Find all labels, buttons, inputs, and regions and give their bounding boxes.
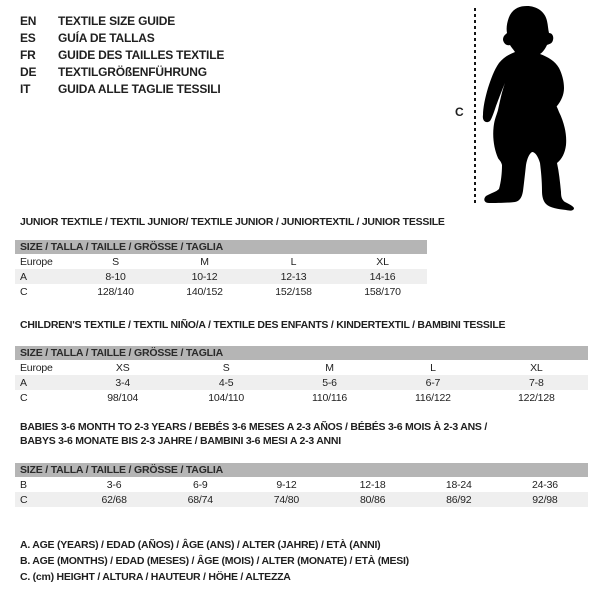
cell-value: M [325, 361, 334, 374]
language-row [20, 46, 224, 63]
table-row [15, 390, 588, 405]
cell-value: 6-7 [425, 376, 441, 389]
language-row [20, 29, 224, 46]
row-label: A [20, 270, 27, 283]
cell-value: 62/68 [101, 493, 127, 506]
size-table [15, 240, 427, 299]
row-label: C [20, 493, 28, 506]
height-measure-dashed-line [474, 8, 476, 206]
cell-value: 9-12 [276, 478, 297, 491]
row-label: B [20, 478, 27, 491]
row-label: Europe [20, 255, 53, 268]
cell-value: 68/74 [187, 493, 213, 506]
language-title: TEXTILGRÖßENFÜHRUNG [58, 64, 207, 79]
cell-value: 74/80 [273, 493, 300, 506]
cell-value: 152/158 [275, 285, 312, 298]
cell-value: M [200, 255, 209, 268]
cell-value: 3-6 [106, 478, 122, 491]
row-label: Europe [20, 361, 53, 374]
cell-value: 8-10 [105, 270, 126, 283]
cell-value: 10-12 [191, 270, 218, 283]
section-title-line: BABIES 3-6 MONTH TO 2-3 YEARS / BEBÉS 3-6 MESES A 2-3 AÑOS / BÉBÉS 3-6 MOIS À 2-3 ANS / [20, 421, 488, 433]
table-row [15, 477, 588, 492]
cell-value: 12-13 [280, 270, 307, 283]
section-title-line: JUNIOR TEXTILE / TEXTIL JUNIOR/ TEXTILE JUNIOR / JUNIORTEXTIL / JUNIOR TESSILE [20, 216, 445, 228]
footnotes [20, 537, 409, 585]
height-measure-label: C [455, 105, 464, 119]
cell-value: 4-5 [218, 376, 234, 389]
cell-value: S [112, 255, 119, 268]
cell-value: 92/98 [532, 493, 558, 506]
cell-value: 14-16 [369, 270, 396, 283]
section-title [15, 318, 588, 332]
language-code: FR [20, 47, 36, 62]
size-table-section [15, 215, 445, 298]
language-code: EN [20, 13, 37, 28]
footnote: A. AGE (YEARS) / EDAD (AÑOS) / ÂGE (ANS) / ALTER (JAHRE) / ETÀ (ANNI) [20, 539, 381, 551]
cell-value: XL [530, 361, 543, 374]
size-table [15, 463, 588, 507]
language-title: GUÍA DE TALLAS [58, 30, 155, 45]
footnote: C. (cm) HEIGHT / ALTURA / HAUTEUR / HÖHE / ALTEZZA [20, 571, 291, 583]
row-label: A [20, 376, 27, 389]
size-table-header: SIZE / TALLA / TAILLE / GRÖSSE / TAGLIA [15, 240, 427, 254]
cell-value: 86/92 [446, 493, 472, 506]
cell-value: 116/122 [415, 391, 451, 404]
language-row [20, 12, 224, 29]
cell-value: 158/170 [364, 285, 401, 298]
cell-value: 104/110 [208, 391, 244, 404]
language-header [20, 12, 224, 97]
section-title [15, 420, 588, 448]
size-table-section [15, 420, 588, 506]
section-title [15, 215, 445, 229]
cell-value: 5-6 [322, 376, 337, 389]
size-table-header: SIZE / TALLA / TAILLE / GRÖSSE / TAGLIA [15, 346, 588, 360]
language-code: IT [20, 81, 31, 96]
language-title: TEXTILE SIZE GUIDE [58, 13, 176, 28]
language-code: ES [20, 30, 36, 45]
language-code: DE [20, 64, 37, 79]
row-label: C [20, 391, 28, 404]
language-row [20, 63, 224, 80]
cell-value: 98/104 [107, 391, 139, 404]
cell-value: 3-4 [115, 376, 130, 389]
cell-value: L [430, 361, 436, 374]
cell-value: 128/140 [97, 285, 134, 298]
table-row [15, 492, 588, 507]
section-title-line: BABYS 3-6 MONATE BIS 2-3 JAHRE / BAMBINI 3-6 MESI A 2-3 ANNI [20, 435, 341, 447]
baby-silhouette-icon [478, 2, 584, 212]
cell-value: 80/86 [359, 493, 386, 506]
table-row [15, 375, 588, 390]
size-table-header: SIZE / TALLA / TAILLE / GRÖSSE / TAGLIA [15, 463, 588, 477]
cell-value: 18-24 [445, 478, 472, 491]
cell-value: XS [115, 361, 130, 374]
table-row [15, 360, 588, 375]
row-label: C [20, 285, 28, 298]
language-row [20, 80, 224, 97]
section-title-line: CHILDREN'S TEXTILE / TEXTIL NIÑO/A / TEXTILE DES ENFANTS / KINDERTEXTIL / BAMBINI TESSILE [20, 319, 506, 331]
cell-value: L [290, 255, 297, 268]
language-title: GUIDE DES TAILLES TEXTILE [58, 47, 225, 62]
table-row [15, 269, 427, 284]
footnote: B. AGE (MONTHS) / EDAD (MESES) / ÂGE (MOIS) / ALTER (MONATE) / ETÀ (MESI) [20, 555, 409, 567]
cell-value: 110/116 [312, 391, 348, 404]
cell-value: 12-18 [359, 478, 386, 491]
cell-value: 140/152 [186, 285, 223, 298]
cell-value: XL [376, 255, 389, 268]
size-table-section [15, 318, 588, 404]
language-title: GUIDA ALLE TAGLIE TESSILI [58, 81, 221, 96]
cell-value: 24-36 [532, 478, 558, 491]
table-row [15, 284, 427, 299]
table-row [15, 254, 427, 269]
size-table [15, 346, 588, 405]
cell-value: S [222, 361, 230, 374]
cell-value: 7-8 [529, 376, 544, 389]
cell-value: 6-9 [192, 478, 208, 491]
cell-value: 122/128 [518, 391, 555, 404]
